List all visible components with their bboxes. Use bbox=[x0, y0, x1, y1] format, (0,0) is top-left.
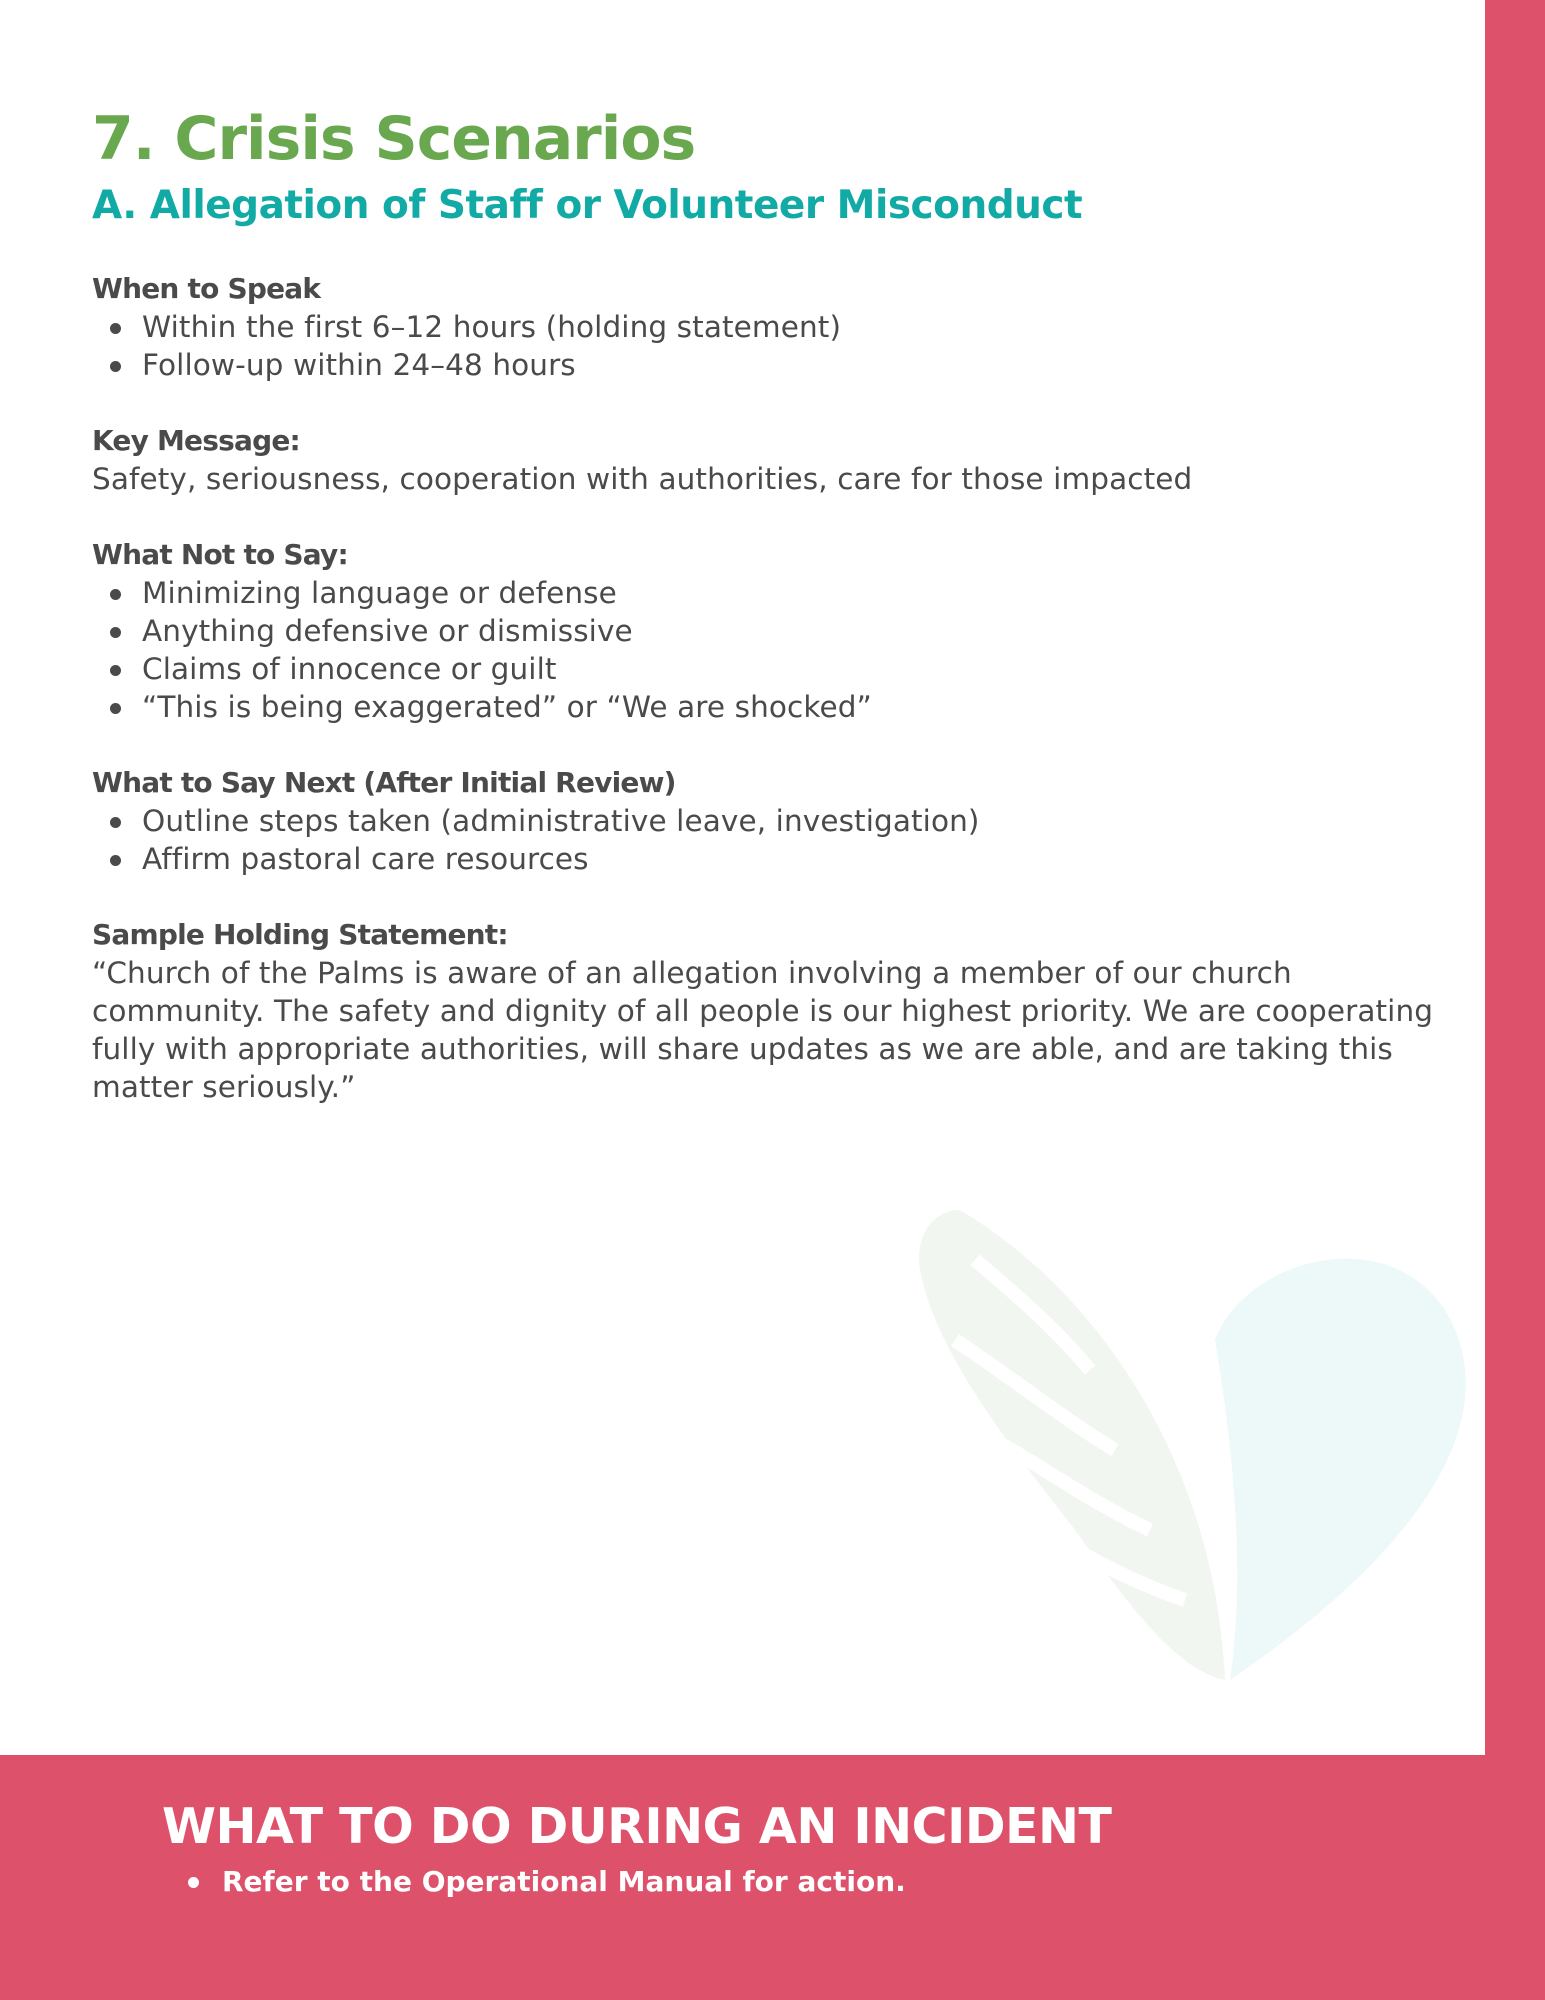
bullet-icon bbox=[110, 703, 121, 714]
heart-half-shape bbox=[1215, 1259, 1466, 1680]
list-item-text: Anything defensive or dismissive bbox=[142, 614, 633, 648]
what-not-to-say-heading: What Not to Say: bbox=[92, 538, 348, 571]
list-item-text: Claims of innocence or guilt bbox=[142, 652, 557, 686]
palm-leaf-heart-icon bbox=[915, 1200, 1475, 1700]
palm-leaf-shape bbox=[919, 1210, 1225, 1680]
bullet-icon bbox=[188, 1877, 199, 1888]
when-to-speak-section bbox=[92, 270, 1472, 384]
what-to-say-next-section bbox=[92, 764, 1472, 878]
list-item bbox=[222, 1862, 906, 1902]
list-item-text: Affirm pastoral care resources bbox=[142, 842, 589, 876]
footer-title: WHAT TO DO DURING AN INCIDENT bbox=[162, 1798, 1112, 1855]
when-to-speak-heading: When to Speak bbox=[92, 272, 321, 305]
list-item-text: “This is being exaggerated” or “We are shocked” bbox=[142, 690, 872, 724]
list-item-text: Within the first 6–12 hours (holding statement) bbox=[142, 310, 842, 344]
list-item-text: Outline steps taken (administrative leave, investigation) bbox=[142, 804, 980, 838]
what-not-to-say-list bbox=[92, 574, 1472, 726]
what-to-say-next-list bbox=[92, 802, 1472, 878]
right-accent-bar bbox=[1485, 0, 1545, 2000]
main-content bbox=[92, 100, 1472, 1144]
what-not-to-say-section bbox=[92, 536, 1472, 726]
when-to-speak-list bbox=[92, 308, 1472, 384]
list-item bbox=[142, 840, 1472, 878]
bullet-icon bbox=[110, 665, 121, 676]
list-item bbox=[142, 346, 1472, 384]
bullet-icon bbox=[110, 323, 121, 334]
list-item bbox=[142, 688, 1472, 726]
key-message-heading: Key Message: bbox=[92, 424, 300, 457]
list-item bbox=[142, 308, 1472, 346]
bullet-icon bbox=[110, 855, 121, 866]
list-item-text: Minimizing language or defense bbox=[142, 576, 617, 610]
sample-statement-heading: Sample Holding Statement: bbox=[92, 918, 508, 951]
footer-list bbox=[162, 1862, 906, 1902]
bullet-icon bbox=[110, 589, 121, 600]
bullet-icon bbox=[110, 627, 121, 638]
list-item bbox=[142, 574, 1472, 612]
page-title: 7. Crisis Scenarios bbox=[92, 104, 696, 174]
list-item bbox=[142, 650, 1472, 688]
bullet-icon bbox=[110, 817, 121, 828]
list-item-text: Follow-up within 24–48 hours bbox=[142, 348, 576, 382]
key-message-text: Safety, seriousness, cooperation with authorities, care for those impacted bbox=[92, 462, 1193, 496]
bullet-icon bbox=[110, 361, 121, 372]
sample-statement-section bbox=[92, 916, 1472, 1106]
what-to-say-next-heading: What to Say Next (After Initial Review) bbox=[92, 766, 676, 799]
section-title: A. Allegation of Staff or Volunteer Misconduct bbox=[92, 183, 1083, 228]
list-item-text: Refer to the Operational Manual for action. bbox=[222, 1865, 906, 1898]
list-item bbox=[142, 612, 1472, 650]
key-message-section bbox=[92, 422, 1472, 498]
sample-statement-text: “Church of the Palms is aware of an allegation involving a member of our church community. The safety and dignity of all people is our highest priority. We are cooperating fully with appropriate authorities, will share updates as we are able, and are taking this matter seriously.” bbox=[92, 956, 1434, 1104]
list-item bbox=[142, 802, 1472, 840]
